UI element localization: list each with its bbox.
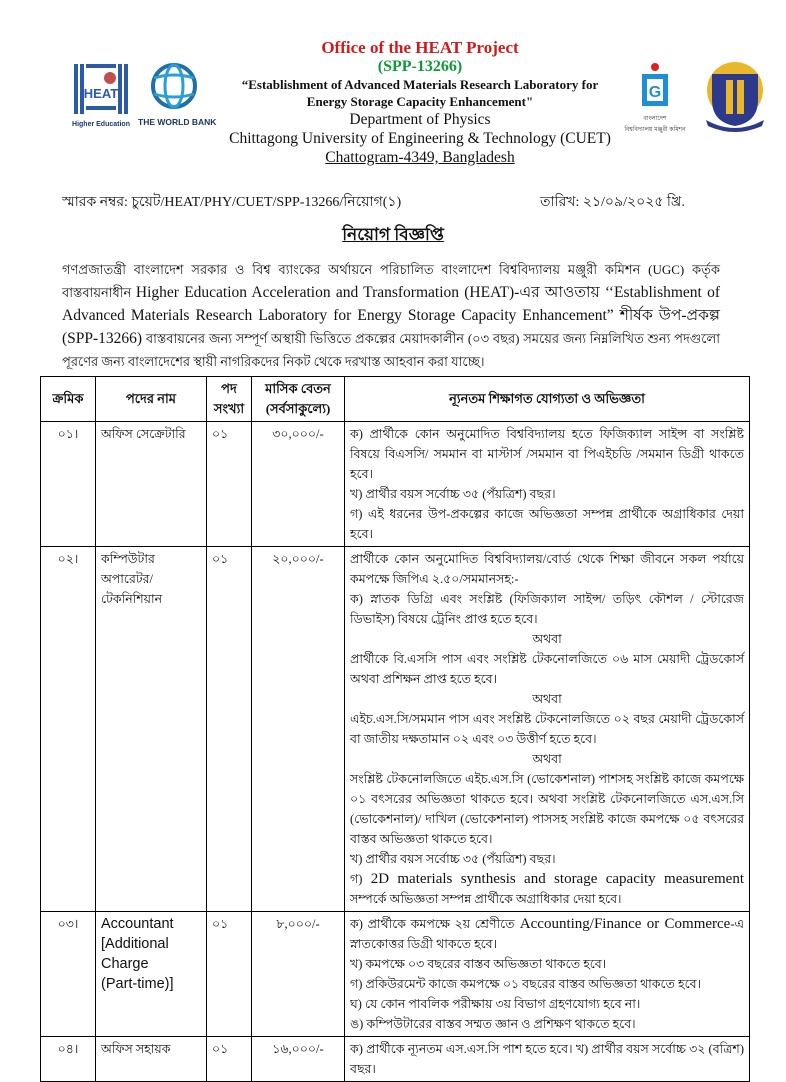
row-count: ০১ [207, 1037, 252, 1082]
requirement-item [350, 914, 744, 954]
row-salary: ১৬,০০০/- [252, 1037, 345, 1082]
requirement-intro: প্রার্থীকে কোন অনুমোদিত বিশ্ববিদ্যালয়/বোর্ড থেকে শিক্ষা জীবনে সকল পর্যায়ে কমপক্ষে জিপিএ ২.৫০/সমমানসহ:- [350, 552, 744, 586]
row-requirements [345, 912, 750, 1037]
intro-part2: Higher Education Acceleration and Transformation (HEAT)-এর আওতায় ‘‘Establishment of Advanced Materials Research Laboratory for Energy Storage Capacity Enhancement” শীর্ষক উপ-প্রকল্প (SPP-13266) [62, 284, 720, 347]
requirement-item: ঙ) কম্পিউটারের বাস্তব সম্মত জ্ঞান ও প্রশিক্ষণ থাকতে হবে। [350, 1017, 636, 1031]
row-salary: ৩০,০০০/- [252, 422, 345, 547]
header-post: পদের নাম [96, 377, 207, 422]
post-line: অপারেটর/ [101, 572, 153, 586]
heat-logo [72, 62, 130, 128]
requirement-item [350, 869, 744, 909]
table-row [41, 1037, 750, 1082]
or-separator: অথবা [532, 632, 562, 646]
row-requirements [345, 422, 750, 547]
req-english-text: 2D materials synthesis and storage capacity measurement [362, 871, 744, 887]
intro-part3: বাস্তবায়নের জন্য সম্পূর্ণ অস্থায়ী ভিত্তিতে প্রকল্পের মেয়াদকালীন (০৩ বছর) সময়ের জন্য নিম্নলিখিত শুন্য পদগুলো পূরণের জন্য বাংলাদেশের স্থায়ী নাগরিকদের নিকট থেকে দরখাস্ত আহবান করা যাচ্ছে। [62, 331, 720, 369]
table-row [41, 422, 750, 547]
table-row [41, 912, 750, 1037]
table-row [41, 547, 750, 912]
header-count [207, 377, 252, 422]
header-salary [252, 377, 345, 422]
requirement-item: এইচ.এস.সি/সমমান পাস এবং সংশ্লিষ্ট টেকনোলজিতে ০২ বছর মেয়াদী ট্রেডকোর্স বা জাতীয় দক্ষতামান ০২ এবং ০৩ উত্তীর্ণ হতে হবে। [350, 712, 744, 746]
svg-text:HEAT: HEAT [83, 86, 119, 101]
row-serial: ০১। [41, 422, 96, 547]
post-line: কম্পিউটার [101, 552, 155, 566]
post-line: Charge [101, 956, 149, 972]
requirement-item: খ) প্রার্থীর বয়স সর্বোচ্চ ৩৫ (পঁয়ত্রিশ) বছর। [350, 487, 556, 501]
header-serial: ক্রমিক [41, 377, 96, 422]
header-count-l1: পদ [221, 381, 237, 396]
requirement-item: গ) এই ধরনের উপ-প্রকল্পের কাজে অভিজ্ঞতা সম্পন্ন প্রার্থীকে অগ্রাধিকার দেয়া হবে। [350, 507, 744, 541]
office-title: Office of the HEAT Project [321, 38, 519, 57]
letterhead-text [200, 38, 640, 167]
row-post: অফিস সহায়ক [96, 1037, 207, 1082]
requirement-item: গ) প্রকিউরমেন্ট কাজে কমপক্ষে ০১ বছরের বাস্তব অভিজ্ঞতা থাকতে হবে। [350, 977, 702, 991]
requirement-item: ক) স্নাতক ডিগ্রি এবং সংশ্লিষ্ট (ফিজিক্যাল সাইন্স/ তড়িৎ কৌশল / স্টোরেজ ডিভাইস) বিষয়ে ট্রেনিং প্রাপ্ত হতে হবে। [350, 592, 744, 626]
post-line: টেকনিশিয়ান [101, 592, 163, 606]
post-line: Accountant [101, 916, 174, 932]
row-requirements [345, 547, 750, 912]
row-post [96, 912, 207, 1037]
memo-reference: স্মারক নম্বর: চুয়েট/HEAT/PHY/CUET/SPP-13266/নিয়োগ(১) [62, 195, 402, 210]
project-name-line2: Energy Storage Capacity Enhancement" [306, 94, 534, 109]
memo-date: তারিখ: ২১/০৯/২০২৫ খ্রি. [540, 195, 685, 210]
table-header-row [41, 377, 750, 422]
header-requirements: ন্যূনতম শিক্ষাগত যোগ্যতা ও অভিজ্ঞতা [345, 377, 750, 422]
row-post: অফিস সেক্রেটারি [96, 422, 207, 547]
project-name-line1: “Establishment of Advanced Materials Research Laboratory for [241, 77, 599, 92]
cuet-crest-icon [702, 60, 768, 132]
req-suffix: সম্পর্কে অভিজ্ঞতা সম্পন্ন প্রার্থীকে অগ্রাধিকার দেয়া হবে। [350, 892, 622, 906]
req-prefix: গ) [350, 872, 363, 886]
requirement-item: খ) কমপক্ষে ০৩ বছরের বাস্তব অভিজ্ঞতা থাকতে হবে। [350, 957, 607, 971]
ugc-logo [622, 62, 688, 133]
vacancy-table [40, 376, 750, 1082]
row-salary: ৮,০০০/- [252, 912, 345, 1037]
ugc-caption-line1: বাংলাদেশ [643, 116, 667, 122]
department: Department of Physics [349, 111, 491, 128]
heat-caption: Higher Education [72, 121, 130, 128]
header-salary-l1: মাসিক বেতন [265, 381, 331, 396]
or-separator: অথবা [532, 752, 562, 766]
row-salary: ২০,০০০/- [252, 547, 345, 912]
notice-title: নিয়োগ বিজ্ঞপ্তি [342, 225, 444, 244]
cuet-logo [702, 60, 768, 132]
project-code: (SPP-13266) [377, 58, 463, 75]
requirement-item: খ) প্রার্থীর বয়স সর্বোচ্চ ৩৫ (পঁয়ত্রিশ) বছর। [350, 852, 556, 866]
req-english-text: Accounting/Finance or Commerce [514, 916, 731, 932]
req-suffix: -এ স্নাতকোত্তর ডিগ্রী থাকতে হবে। [350, 917, 744, 951]
ugc-logo-icon [622, 62, 688, 108]
row-count: ০১ [207, 422, 252, 547]
row-count: ০১ [207, 912, 252, 1037]
row-serial: ০২। [41, 547, 96, 912]
or-separator: অথবা [532, 692, 562, 706]
requirement-item: ক) প্রার্থীকে কোন অনুমোদিত বিশ্ববিদ্যালয় হতে ফিজিক্যাল সাইন্স বা সংশ্লিষ্ট বিষয়ে বিএসসি/ সমমান বা মাস্টার্স /সমমান বা পিএইচডি /সমমান ডিগ্রী থাকতে হবে। [350, 427, 744, 481]
university: Chittagong University of Engineering & Technology (CUET) [229, 130, 611, 147]
header-count-l2: সংখ্যা [213, 401, 245, 416]
heat-logo-icon [72, 62, 130, 116]
post-line: [Additional [101, 936, 169, 952]
row-requirements: ক) প্রার্থীকে ন্যূনতম এস.এস.সি পাশ হতে হবে। খ) প্রার্থীর বয়স সর্বোচ্চ ৩২ (বত্রিশ) বছর। [345, 1037, 750, 1082]
row-serial: ০৪। [41, 1037, 96, 1082]
svg-text:G: G [648, 84, 662, 101]
requirement-item: প্রার্থীকে বি.এসসি পাস এবং সংশ্লিষ্ট টেকনোলজিতে ০৬ মাস মেয়াদী ট্রেডকোর্স অথবা প্রশিক্ষন প্রাপ্ত হতে হবে। [350, 652, 744, 686]
row-post [96, 547, 207, 912]
row-count: ০১ [207, 547, 252, 912]
header-salary-l2: (সর্বসাকুল্যে) [265, 401, 331, 416]
req-prefix: ক) প্রার্থীকে কমপক্ষে ২য় শ্রেণীতে [350, 917, 515, 931]
requirement-item: সংশ্লিষ্ট টেকনোলজিতে এইচ.এস.সি (ভোকেশনাল) পাশসহ সংশ্লিষ্ট কাজে কমপক্ষে ০১ বৎসরের অভিজ্ঞতা থাকতে হবে। অথবা সংশ্লিষ্ট টেকনোলজিতে এস.এস.সি (ভোকেশনাল)/ দাখিল (ভোকেশনাল) পাসসহ সংশ্লিষ্ট কাজে কমপক্ষে ০৫ বৎসরের বাস্তব অভিজ্ঞতা থাকতে হবে। [350, 772, 744, 846]
world-bank-caption: THE WORLD BANK [138, 117, 217, 127]
intro-paragraph [62, 258, 720, 373]
city-address: Chattogram-4349, Bangladesh [325, 149, 515, 166]
ugc-caption-line2: বিশ্ববিদ্যালয় মঞ্জুরী কমিশন [624, 127, 686, 133]
row-serial: ০৩। [41, 912, 96, 1037]
requirement-item: ঘ) যে কোন পাবলিক পরীক্ষায় ৩য় বিভাগ গ্রহণযোগ্য হবে না। [350, 997, 641, 1011]
post-line: (Part-time)] [101, 976, 174, 992]
letterhead [0, 0, 786, 170]
intro-part1: গণপ্রজাতন্ত্রী বাংলাদেশ সরকার ও বিশ্ব ব্যাংকের অর্থায়নে পরিচালিত বাংলাদেশ বিশ্ববিদ্যালয় মঞ্জুরী কমিশন (UGC) কর্তৃক বাস্তবায়নাধীন [62, 262, 720, 300]
